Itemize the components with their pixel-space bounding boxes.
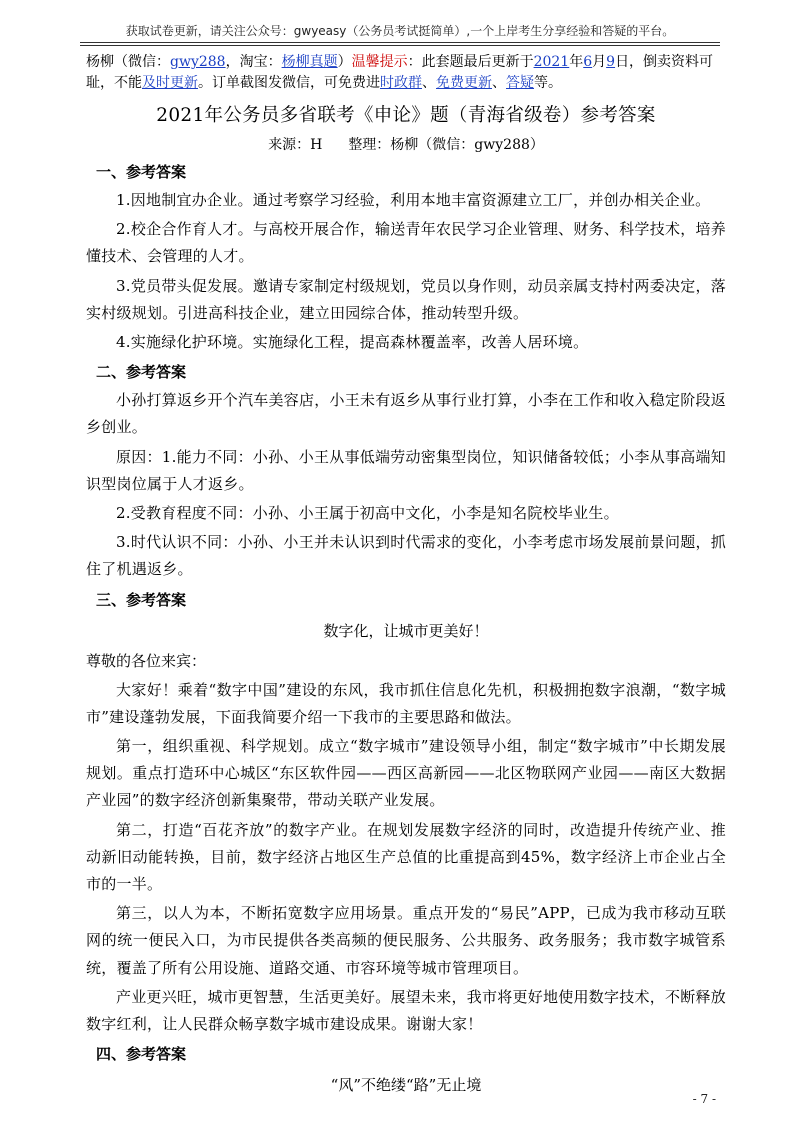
source-line (86, 134, 726, 156)
paragraph: 原因：1.能力不同：小孙、小王从事低端劳动密集型岗位，知识储备较低；小李从事高端知识型岗位属于人才返乡。 (86, 447, 726, 493)
notice-text: 。订单截图发微信，可免费进 (198, 75, 380, 91)
section-heading-4: 四、参考答案 (96, 1045, 187, 1064)
paragraph: 1.因地制宜办企业。通过考察学习经验，利用本地丰富资源建立工厂，并创办相关企业。 (116, 191, 711, 209)
taobao-link[interactable]: 杨柳真题 (281, 54, 338, 70)
essay-title: “风”不绝缕“路”无止境 (330, 1076, 482, 1095)
paragraph: 第一，组织重视、科学规划。成立“数字城市”建设领导小组，制定“数字城市”中长期发展规划。重点打造环中心城区“东区软件园——西区高新园——北区物联网产业园——南区大数据产业园”的数字经济创新集聚带，带动关联产业发展。 (86, 737, 726, 810)
politics-group-link[interactable]: 时政群 (380, 75, 422, 91)
notice-text: ） (337, 54, 352, 70)
qa-link[interactable]: 答疑 (506, 75, 534, 91)
header-rule-double (80, 45, 720, 46)
notice-text: 、 (422, 75, 436, 91)
editor-label: 整理：杨柳（微信：gwy288） (348, 137, 544, 153)
paragraph: 2.受教育程度不同：小孙、小王属于初高中文化，小李是知名院校毕业生。 (116, 504, 619, 523)
speech-title: 数字化，让城市更美好！ (323, 621, 489, 640)
section-heading-1: 一、参考答案 (96, 163, 187, 181)
notice-text: 、 (492, 75, 506, 91)
update-day[interactable]: 9 (606, 54, 616, 70)
warning-label: 温馨提示 (351, 54, 408, 70)
notice-text: 等。 (534, 75, 562, 91)
notice-text: 月 (592, 54, 607, 70)
update-month[interactable]: 6 (583, 54, 593, 70)
section-heading-3: 三、参考答案 (96, 590, 187, 609)
paragraph: 第二，打造“百花齐放”的数字产业。在规划发展数字经济的同时，改造提升传统产业、推动新旧动能转换，目前，数字经济占地区生产总值的比重提高到45%，数字经济上市企业占全市的一半。 (86, 820, 726, 894)
paragraph: 3.时代认识不同：小孙、小王并未认识到时代需求的变化，小李考虑市场发展前景问题，抓住了机遇返乡。 (86, 533, 726, 579)
document-title: 2021年公务员多省联考《申论》题（青海省级卷）参考答案 (156, 105, 656, 126)
document-body (86, 52, 726, 1102)
notice-text: 杨柳（微信： (86, 54, 170, 70)
section-heading-2: 二、参考答案 (96, 363, 187, 382)
notice-block (86, 52, 726, 94)
header-rule (80, 42, 720, 43)
paragraph: 小孙打算返乡开个汽车美容店，小王未有返乡从事行业打算，小李在工作和收入稳定阶段返乡创业。 (86, 391, 727, 437)
notice-text: 日，倒卖资料可耻，不能 (86, 54, 714, 91)
notice-text: ，淘宝： (225, 54, 282, 70)
salutation: 尊敬的各位来宾： (86, 651, 207, 670)
paragraph: 4.实施绿化护环境。实施绿化工程，提高森林覆盖率，改善人居环境。 (116, 333, 589, 352)
source-label: 来源：H (268, 137, 323, 153)
wechat-link[interactable]: gwy288 (170, 54, 226, 70)
paragraph: 3.党员带头促发展。邀请专家制定村级规划，党员以身作则，动员亲属支持村两委决定，落实村级规划。引进高科技企业，建立田园综合体，推动转型升级。 (86, 276, 726, 322)
timely-update-link[interactable]: 及时更新 (142, 75, 198, 91)
paragraph: 第三，以人为本，不断拓宽数字应用场景。重点开发的“易民”APP，已成为我市移动互联网的统一便民入口，为市民提供各类高频的便民服务、公共服务、政务服务；我市数字城管系统，覆盖了所有公用设施、道路交通、市容环境等城市管理项目。 (86, 904, 726, 977)
notice-text: ：此套题最后更新于 (407, 54, 534, 70)
free-update-link[interactable]: 免费更新 (436, 75, 492, 91)
notice-text: 年 (569, 54, 584, 70)
paragraph: 2.校企合作育人才。与高校开展合作，输送青年农民学习企业管理、财务、科学技术，培养懂技术、会管理的人才。 (86, 220, 726, 266)
update-year[interactable]: 2021 (533, 54, 570, 70)
paragraph: 大家好！乘着“数字中国”建设的东风，我市抓住信息化先机，积极拥抱数字浪潮，“数字城市”建设蓬勃发展，下面我简要介绍一下我市的主要思路和做法。 (86, 680, 726, 726)
paragraph: 产业更兴旺，城市更智慧，生活更美好。展望未来，我市将更好地使用数字技术，不断释放数字红利，让人民群众畅享数字城市建设成果。谢谢大家！ (86, 987, 727, 1034)
header-note: 获取试卷更新，请关注公众号：gwyeasy（公务员考试挺简单）,一个上岸考生分享经验和答疑的平台。 (125, 24, 675, 38)
page-number: - 7 - (692, 1092, 716, 1106)
